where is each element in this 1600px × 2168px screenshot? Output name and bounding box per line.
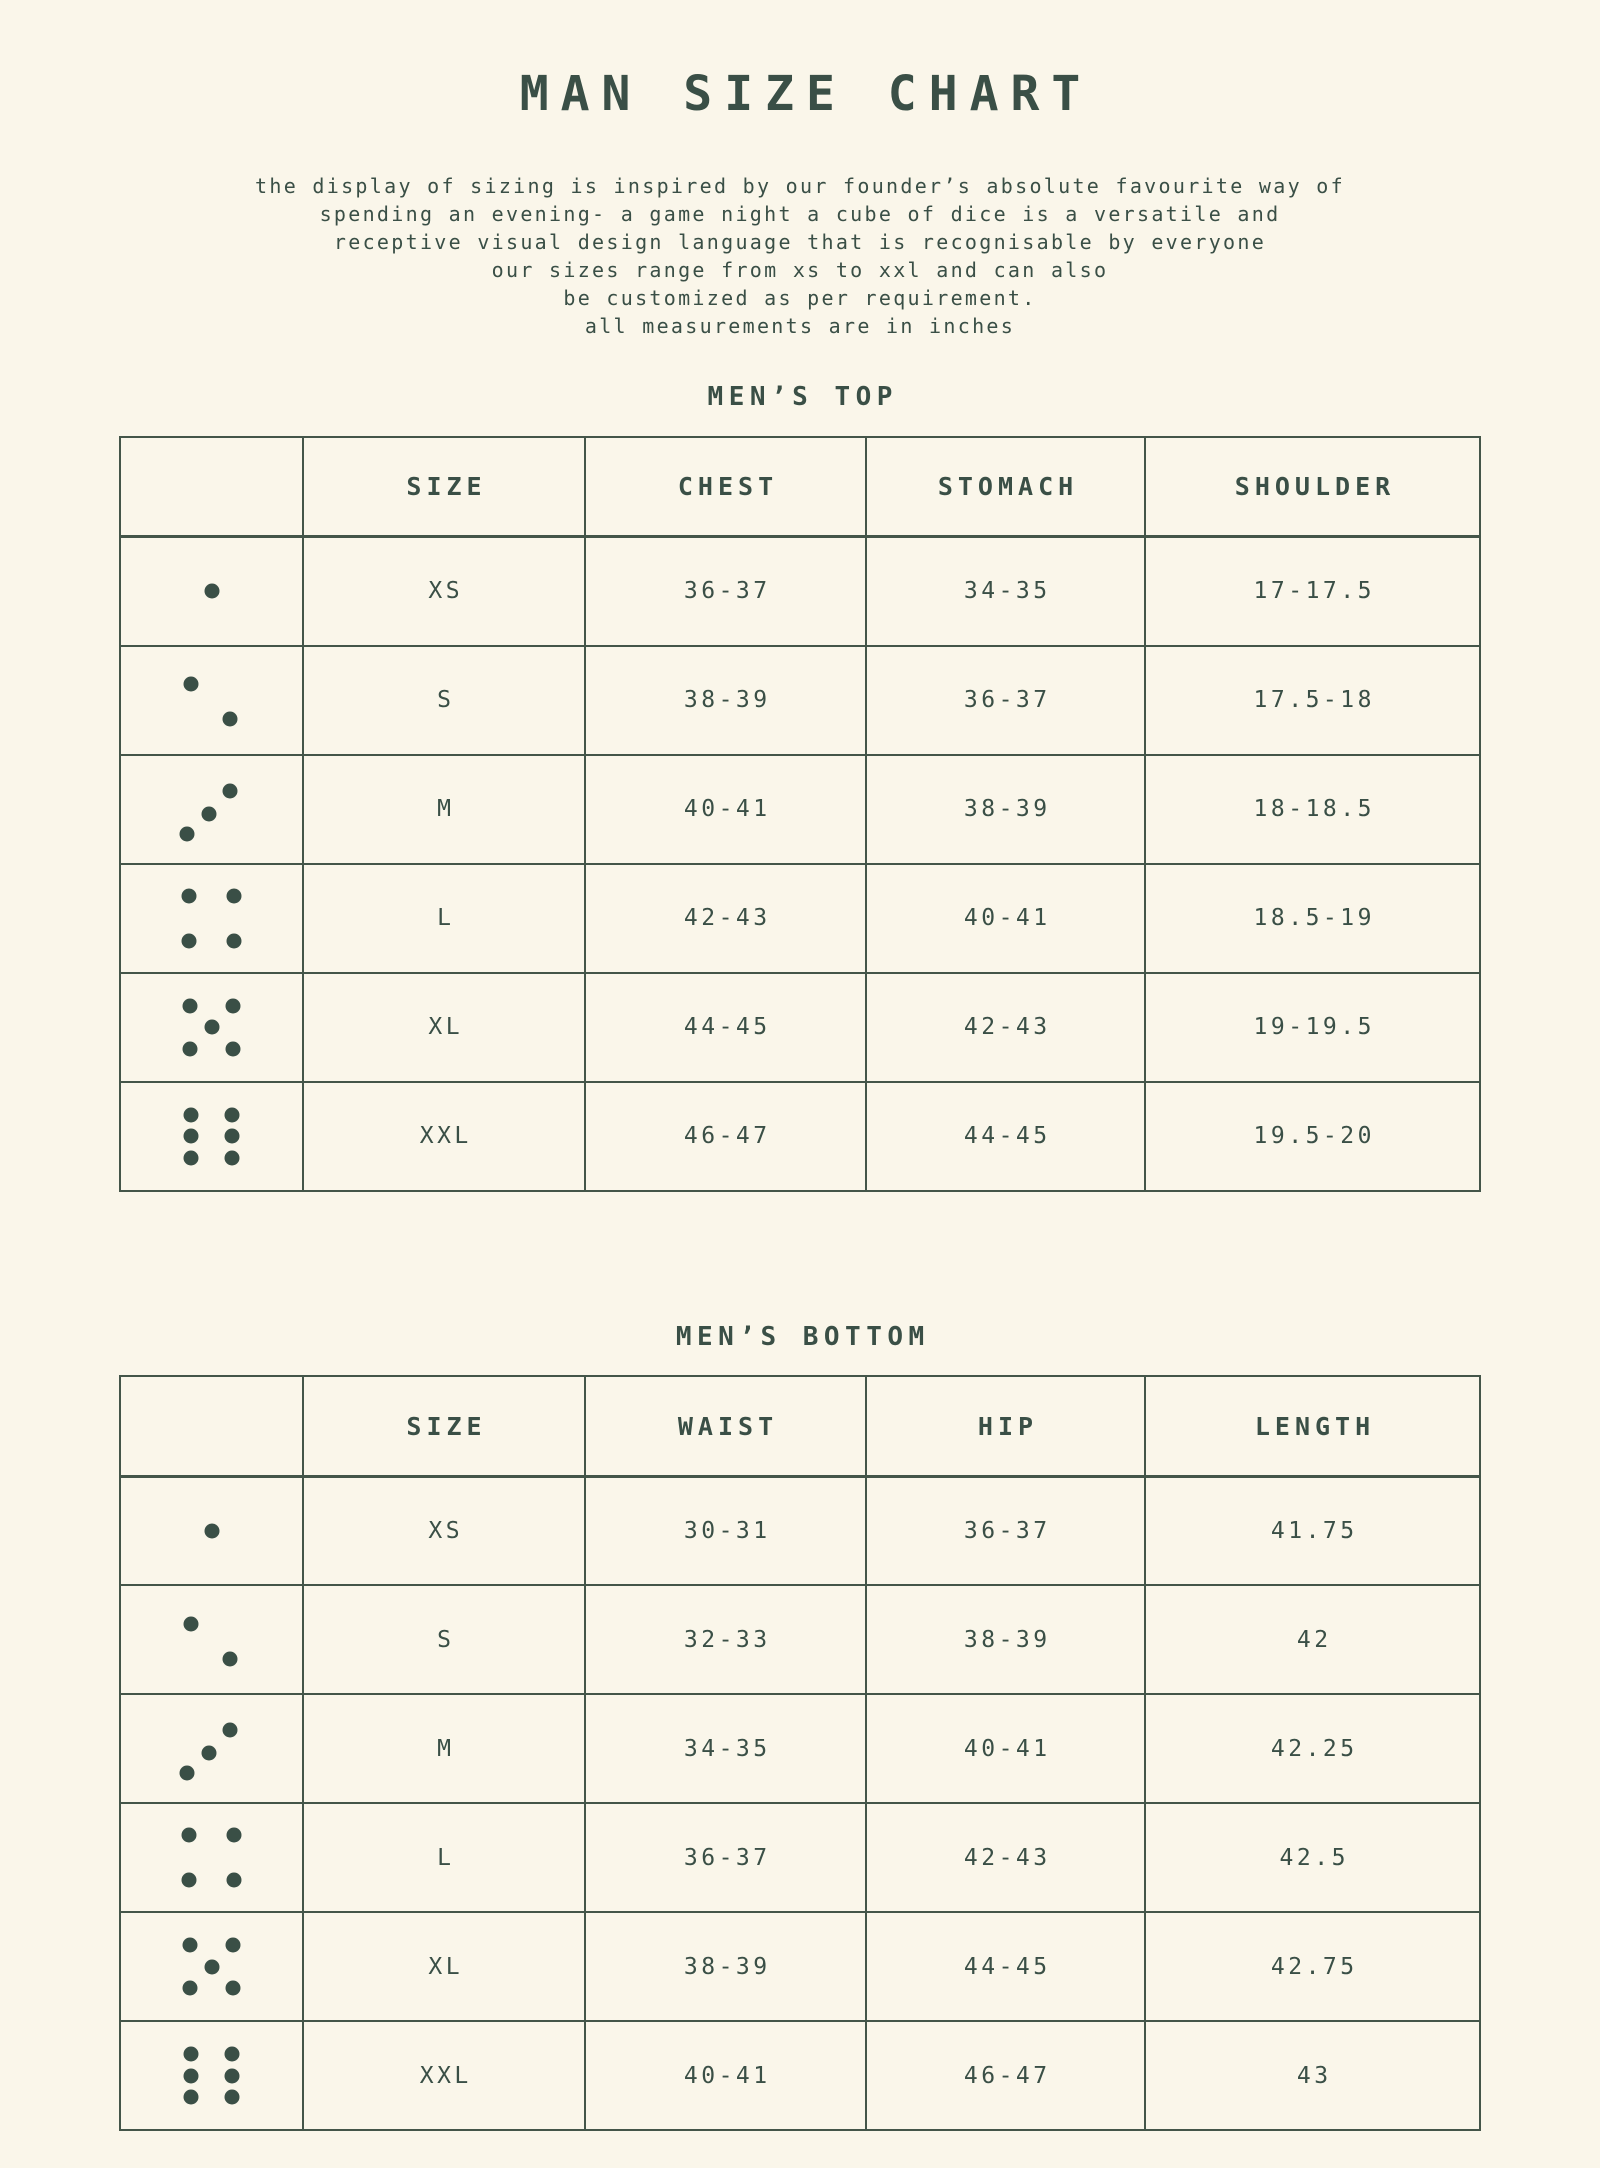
table-row	[120, 1476, 1480, 1585]
shoulder-cell: 17.5-18	[1145, 646, 1480, 755]
dice-face-2-icon	[176, 664, 248, 736]
size-cell: M	[303, 1694, 585, 1803]
column-header-waist: WAIST	[585, 1376, 866, 1476]
chest-cell: 44-45	[585, 973, 866, 1082]
page-title: MAN SIZE CHART	[519, 66, 1093, 123]
waist-cell: 32-33	[585, 1585, 866, 1694]
dice-cell	[120, 973, 303, 1082]
header-row	[120, 437, 1480, 537]
shoulder-cell: 18-18.5	[1145, 755, 1480, 864]
length-cell: 42	[1145, 1585, 1480, 1694]
dice-cell	[120, 1912, 303, 2021]
dice-cell	[120, 1694, 303, 1803]
stomach-cell: 42-43	[866, 973, 1145, 1082]
dice-column-header	[120, 1376, 303, 1476]
size-cell: L	[303, 1803, 585, 1912]
column-header-stomach: STOMACH	[866, 437, 1145, 537]
dice-face-4-icon	[176, 1822, 248, 1894]
size-cell: XS	[303, 537, 585, 646]
table-row	[120, 1694, 1480, 1803]
dice-cell	[120, 1082, 303, 1191]
size-cell: M	[303, 755, 585, 864]
length-cell: 42.5	[1145, 1803, 1480, 1912]
mens-top-table	[119, 436, 1481, 1192]
table-row	[120, 1912, 1480, 2021]
length-cell: 42.25	[1145, 1694, 1480, 1803]
hip-cell: 44-45	[866, 1912, 1145, 2021]
hip-cell: 36-37	[866, 1476, 1145, 1585]
mens-top-title: MEN’S TOP	[707, 382, 898, 413]
column-header-size: SIZE	[303, 1376, 585, 1476]
table-row	[120, 1803, 1480, 1912]
dice-face-5-icon	[176, 1931, 248, 2003]
hip-cell: 38-39	[866, 1585, 1145, 1694]
dice-face-3-icon	[176, 773, 248, 845]
dice-face-6-icon	[176, 2040, 248, 2112]
stomach-cell: 34-35	[866, 537, 1145, 646]
length-cell: 43	[1145, 2021, 1480, 2130]
size-cell: XL	[303, 973, 585, 1082]
table-row	[120, 755, 1480, 864]
intro-line: receptive visual design language that is recognisable by everyone	[333, 230, 1267, 255]
column-header-chest: CHEST	[585, 437, 866, 537]
waist-cell: 38-39	[585, 1912, 866, 2021]
intro-line: our sizes range from xs to xxl and can also	[491, 258, 1109, 283]
shoulder-cell: 19-19.5	[1145, 973, 1480, 1082]
dice-cell	[120, 646, 303, 755]
size-cell: XL	[303, 1912, 585, 2021]
table-row	[120, 2021, 1480, 2130]
size-cell: XS	[303, 1476, 585, 1585]
chest-cell: 40-41	[585, 755, 866, 864]
dice-cell	[120, 864, 303, 973]
dice-face-1-icon	[176, 1495, 248, 1567]
hip-cell: 40-41	[866, 1694, 1145, 1803]
size-cell: XXL	[303, 2021, 585, 2130]
dice-face-6-icon	[176, 1100, 248, 1172]
dice-column-header	[120, 437, 303, 537]
intro-line: be customized as per requirement.	[563, 286, 1037, 311]
shoulder-cell: 18.5-19	[1145, 864, 1480, 973]
table-row	[120, 973, 1480, 1082]
dice-cell	[120, 1803, 303, 1912]
dice-cell	[120, 537, 303, 646]
column-header-shoulder: SHOULDER	[1145, 437, 1480, 537]
intro-line: spending an evening- a game night a cube of dice is a versatile and	[319, 202, 1281, 227]
dice-cell	[120, 755, 303, 864]
chest-cell: 42-43	[585, 864, 866, 973]
stomach-cell: 36-37	[866, 646, 1145, 755]
table-row	[120, 1082, 1480, 1191]
length-cell: 42.75	[1145, 1912, 1480, 2021]
chest-cell: 46-47	[585, 1082, 866, 1191]
hip-cell: 46-47	[866, 2021, 1145, 2130]
hip-cell: 42-43	[866, 1803, 1145, 1912]
dice-face-2-icon	[176, 1604, 248, 1676]
dice-face-1-icon	[176, 555, 248, 627]
dice-face-5-icon	[176, 991, 248, 1063]
waist-cell: 34-35	[585, 1694, 866, 1803]
table-row	[120, 646, 1480, 755]
column-header-size: SIZE	[303, 437, 585, 537]
table-row	[120, 1585, 1480, 1694]
intro-line: all measurements are in inches	[584, 314, 1016, 339]
column-header-length: LENGTH	[1145, 1376, 1480, 1476]
waist-cell: 30-31	[585, 1476, 866, 1585]
intro-line: the display of sizing is inspired by our founder’s absolute favourite way of	[255, 174, 1345, 199]
mens-bottom-table	[119, 1375, 1481, 2131]
table-row	[120, 537, 1480, 646]
size-cell: S	[303, 1585, 585, 1694]
table-row	[120, 864, 1480, 973]
stomach-cell: 38-39	[866, 755, 1145, 864]
mens-bottom-title: MEN’S BOTTOM	[675, 1321, 930, 1352]
dice-cell	[120, 1476, 303, 1585]
stomach-cell: 44-45	[866, 1082, 1145, 1191]
size-cell: S	[303, 646, 585, 755]
chest-cell: 38-39	[585, 646, 866, 755]
dice-face-4-icon	[176, 882, 248, 954]
dice-face-3-icon	[176, 1713, 248, 1785]
size-cell: L	[303, 864, 585, 973]
dice-cell	[120, 2021, 303, 2130]
chest-cell: 36-37	[585, 537, 866, 646]
length-cell: 41.75	[1145, 1476, 1480, 1585]
shoulder-cell: 17-17.5	[1145, 537, 1480, 646]
size-cell: XXL	[303, 1082, 585, 1191]
column-header-hip: HIP	[866, 1376, 1145, 1476]
header-row	[120, 1376, 1480, 1476]
dice-cell	[120, 1585, 303, 1694]
shoulder-cell: 19.5-20	[1145, 1082, 1480, 1191]
intro-text	[0, 172, 1600, 340]
waist-cell: 40-41	[585, 2021, 866, 2130]
stomach-cell: 40-41	[866, 864, 1145, 973]
waist-cell: 36-37	[585, 1803, 866, 1912]
